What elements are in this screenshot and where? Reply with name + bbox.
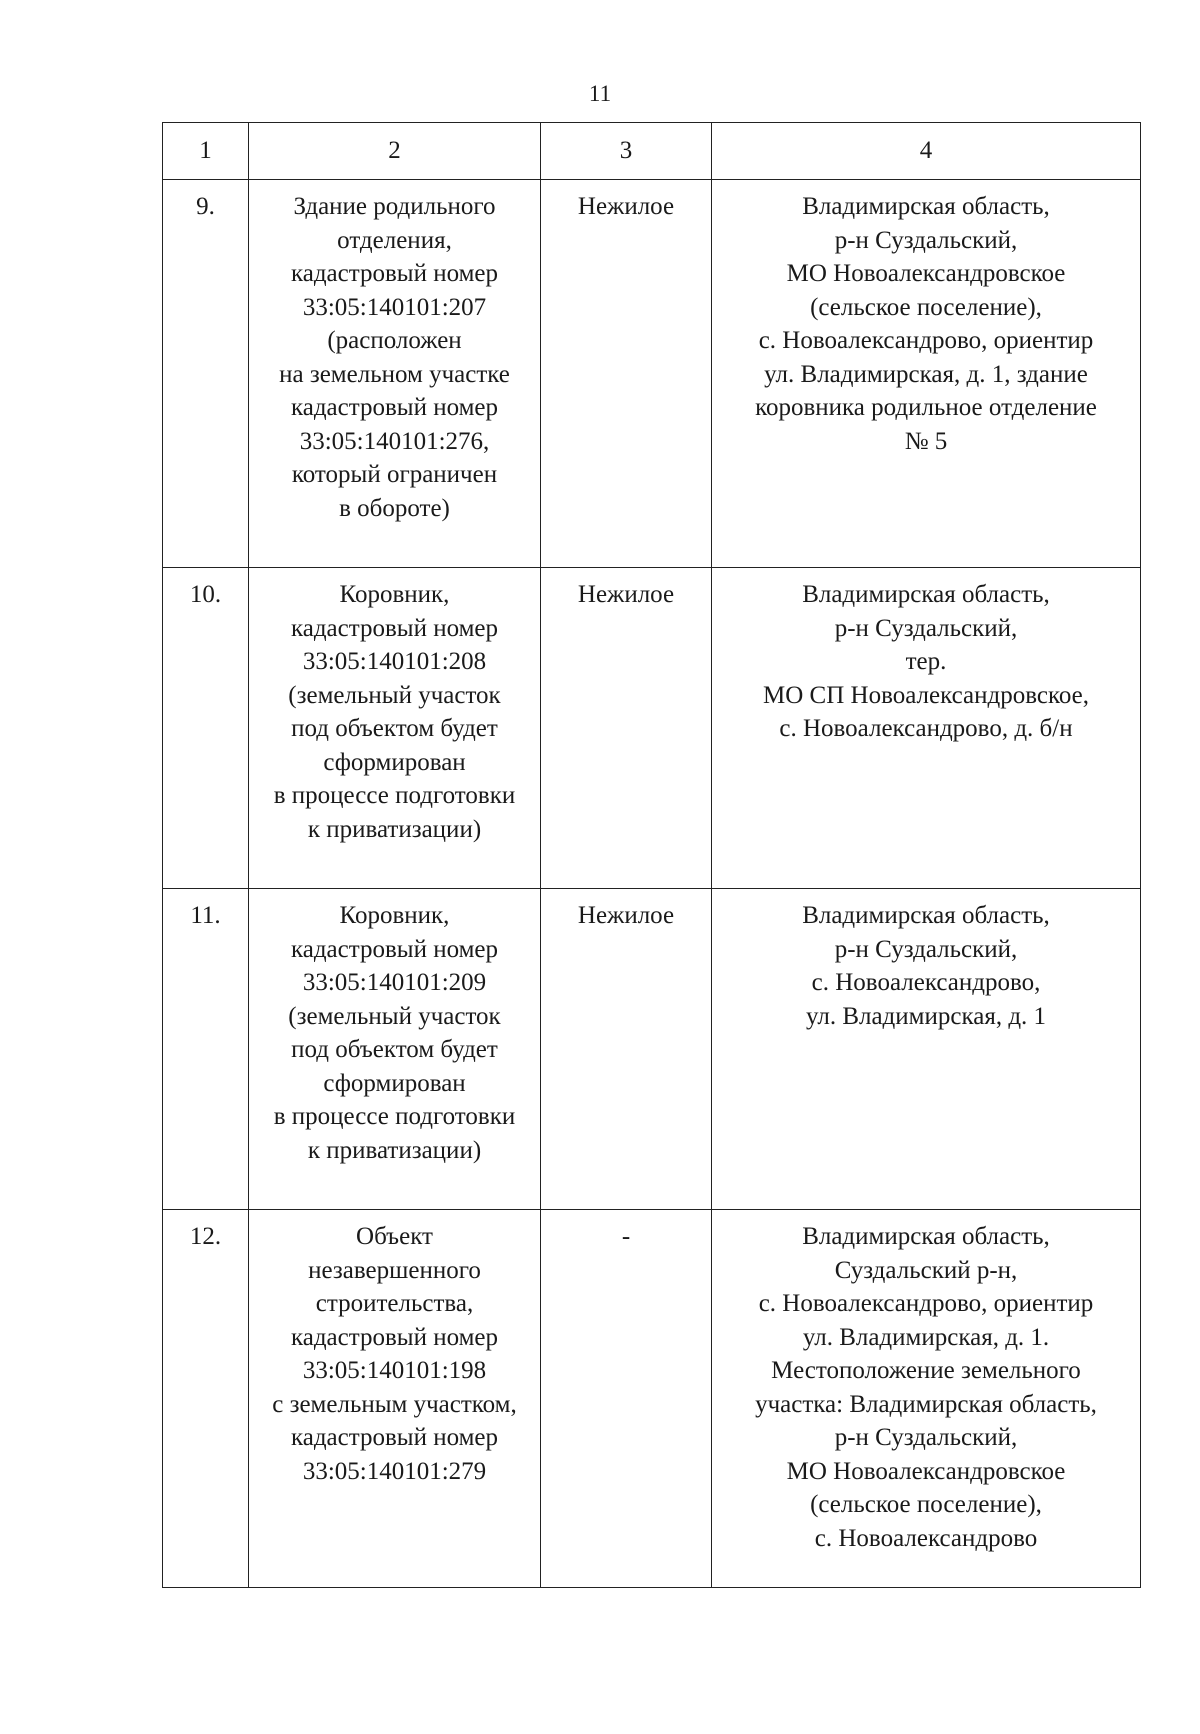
object-description (249, 889, 541, 1210)
description-line: в обороте) (339, 494, 450, 522)
row-number: 9. (163, 180, 249, 568)
object-description (249, 568, 541, 889)
description-line: 33:05:140101:208 (302, 648, 487, 675)
address-line: тер. (905, 648, 947, 675)
table-row (163, 180, 1141, 568)
address-line: с. Новоалександрово, д. б/н (779, 715, 1073, 742)
description-line: кадастровый номер (290, 260, 499, 287)
row-number: 12. (163, 1210, 249, 1588)
address-line: р-н Суздальский, (834, 935, 1018, 963)
description-line: сформирован (323, 748, 466, 776)
object-type: Нежилое (541, 180, 712, 568)
address-line: с. Новоалександрово, (811, 969, 1041, 996)
address-line: с. Новоалександрово (814, 1524, 1038, 1552)
address-line: Суздальский р-н, (834, 1256, 1018, 1284)
address-line: Владимирская область, (802, 581, 1050, 608)
object-address (712, 889, 1141, 1210)
address-line: Владимирская область, (802, 193, 1050, 220)
description-line: кадастровый номер (290, 394, 499, 421)
address-line: р-н Суздальский, (834, 1424, 1018, 1451)
address-line: (сельское поселение), (810, 293, 1042, 321)
address-line: МО Новоалександровское (786, 260, 1066, 287)
object-type: - (541, 1210, 712, 1588)
description-line: кадастровый номер (290, 1323, 499, 1351)
address-line: с. Новоалександрово, ориентир (758, 1290, 1094, 1317)
description-line: под объектом будет (291, 715, 498, 742)
description-line: кадастровый номер (290, 935, 499, 963)
description-line: который ограничен (291, 461, 498, 488)
address-line: № 5 (904, 427, 948, 455)
object-description (249, 1210, 541, 1588)
address-line: МО Новоалександровское (786, 1457, 1066, 1485)
description-line: в процессе подготовки (273, 1103, 516, 1130)
address-line: (сельское поселение), (810, 1491, 1042, 1518)
description-line: Здание родильного (293, 193, 496, 220)
column-header-3: 3 (541, 123, 712, 180)
address-line: ул. Владимирская, д. 1 (805, 1002, 1047, 1030)
object-address (712, 1210, 1141, 1588)
row-number: 11. (163, 889, 249, 1210)
column-header-1: 1 (163, 123, 249, 180)
page-number: 11 (588, 81, 612, 106)
description-line: Объект (356, 1223, 433, 1250)
description-line: с земельным участком, (272, 1390, 517, 1418)
address-line: р-н Суздальский, (834, 226, 1018, 254)
object-description (249, 180, 541, 568)
address-line: ул. Владимирская, д. 1. (802, 1323, 1050, 1351)
table-row (163, 889, 1141, 1210)
description-line: отделения, (337, 226, 452, 254)
description-line: к приватизации) (307, 1136, 482, 1164)
address-line: с. Новоалександрово, ориентир (758, 327, 1094, 354)
address-line: МО СП Новоалександровское, (763, 681, 1089, 709)
address-line: ул. Владимирская, д. 1, здание (764, 360, 1088, 388)
description-line: 33:05:140101:198 (302, 1357, 487, 1384)
description-line: (расположен (327, 327, 462, 354)
object-address (712, 568, 1141, 889)
description-line: Коровник, (339, 902, 450, 929)
table-row (163, 1210, 1141, 1588)
description-line: Коровник, (339, 581, 450, 608)
description-line: 33:05:140101:209 (302, 969, 487, 996)
description-line: под объектом будет (291, 1036, 498, 1063)
address-line: Местоположение земельного (771, 1357, 1081, 1384)
address-line: Владимирская область, (802, 902, 1050, 929)
description-line: 33:05:140101:276, (299, 427, 490, 455)
description-line: (земельный участок (288, 681, 501, 709)
description-line: на земельном участке (279, 360, 510, 388)
description-line: 33:05:140101:207 (302, 293, 487, 321)
column-header-4: 4 (712, 123, 1141, 180)
description-line: сформирован (323, 1069, 466, 1097)
table-row (163, 568, 1141, 889)
object-type: Нежилое (541, 889, 712, 1210)
description-line: кадастровый номер (290, 1424, 499, 1451)
description-line: кадастровый номер (290, 614, 499, 642)
description-line: 33:05:140101:279 (302, 1457, 487, 1485)
object-address (712, 180, 1141, 568)
table-header-row (163, 123, 1141, 180)
description-line: (земельный участок (288, 1002, 501, 1030)
address-line: участка: Владимирская область, (755, 1390, 1097, 1418)
description-line: незавершенного (308, 1256, 481, 1284)
row-number: 10. (163, 568, 249, 889)
description-line: строительства, (315, 1290, 474, 1317)
column-header-2: 2 (249, 123, 541, 180)
address-line: Владимирская область, (802, 1223, 1050, 1250)
object-type: Нежилое (541, 568, 712, 889)
address-line: р-н Суздальский, (834, 614, 1018, 642)
description-line: к приватизации) (307, 815, 482, 843)
description-line: в процессе подготовки (273, 782, 516, 809)
property-table (162, 122, 1141, 1588)
address-line: коровника родильное отделение (755, 394, 1097, 421)
